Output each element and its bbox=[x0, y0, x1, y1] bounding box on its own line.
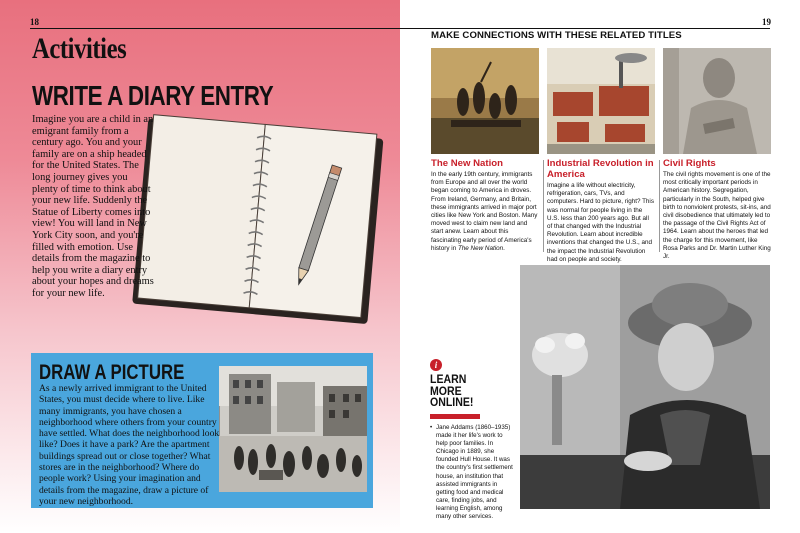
street-engraving-image bbox=[219, 366, 367, 492]
learn-more-body: Jane Addams (1860–1935) made it her life's work to help poor families. In Chicago in 1889, she founded Hull House. It was the country's first settlement house, an institution that assisted immigrants in getting food and medical care, finding jobs, and learning English, among many other services. bbox=[436, 424, 513, 521]
draw-a-picture-box bbox=[31, 353, 373, 508]
top-rule bbox=[30, 28, 400, 29]
title-description: In the early 19th century, immigrants from Europe and all over the world began coming to America in droves. From Ireland, Germany, and Britain, these immigrants arrived in major port cities like New York and Boston. Many moved west to claim new land and start anew. Learn about this fascinating early period of America's history in The New Nation. bbox=[431, 171, 538, 252]
mlk-statue-image bbox=[663, 48, 771, 154]
connections-heading: MAKE CONNECTIONS WITH THESE RELATED TITLES bbox=[431, 30, 682, 41]
bullet: • bbox=[430, 424, 433, 431]
top-rule-right bbox=[400, 28, 770, 29]
title-name: Industrial Revolution in America bbox=[547, 158, 654, 180]
diary-body-text: Imagine you are a child in an emigrant family from a century ago. You and your family are on a ship headed for the United States. The long journey gives you plenty of time to think about your new life. Suddenly the Statue of Liberty comes into view! You will land in New York City soon, and you're filled with emotion. Use details from the magazine to help you write a diary entry about your hopes and dreams for your new life. bbox=[32, 114, 154, 299]
related-title-new-nation bbox=[431, 48, 539, 253]
related-title-industrial-revolution bbox=[547, 48, 655, 264]
page-number-right: 19 bbox=[762, 17, 771, 27]
column-divider bbox=[543, 160, 544, 252]
new-nation-painting-image bbox=[431, 48, 539, 154]
jane-addams-portrait-image bbox=[520, 265, 770, 509]
title-name: Civil Rights bbox=[663, 158, 716, 169]
picture-body-text: As a newly arrived immigrant to the United States, you must decide where to live. Like many immigrants, you have chosen a neighborhood where others from your country have settled. What does the neighborhood look like? Does it have a park? Are the apartment buildings spread out or close together? What stores are in the neighborhood? Where do people work? Using your imagination and details from the magazine, draw a picture of your new neighborhood. bbox=[39, 383, 220, 507]
red-accent-bar bbox=[430, 414, 480, 419]
industrial-town-image bbox=[547, 48, 655, 154]
page-number-left: 18 bbox=[30, 17, 39, 27]
info-icon: i bbox=[430, 359, 442, 371]
section-title: Activities bbox=[32, 32, 127, 65]
title-description: The civil rights movement is one of the most critically important periods in American history. Segregation, particularly in the South, helped give birth to nonviolent protests, sit-ins, and civil disobedience that ultimately led to the passage of the Civil Rights Act of 1964. Learn about the heroes that led the charge for this movement, like Rosa Parks and Dr. Martin Luther King Jr. bbox=[663, 171, 771, 261]
title-name: The New Nation bbox=[431, 158, 503, 169]
notebook-illustration bbox=[120, 112, 392, 327]
related-title-civil-rights bbox=[663, 48, 771, 261]
column-divider bbox=[659, 160, 660, 252]
diary-heading: WRITE A DIARY ENTRY bbox=[32, 80, 274, 111]
learn-more-text bbox=[430, 424, 514, 521]
learn-more-heading: LEARN MORE ONLINE! bbox=[430, 372, 474, 409]
title-description: Imagine a life without electricity, refrigeration, cars, TVs, and computers. Hard to picture, right? This was normal for people living in the U.S. less than 200 years ago. But all of that changed with the Industrial Revolution. Learn about incredible inventions that changed the U.S., and the impact the Industrial Revolution had on people and society. bbox=[547, 182, 654, 263]
picture-heading: DRAW A PICTURE bbox=[39, 361, 185, 384]
